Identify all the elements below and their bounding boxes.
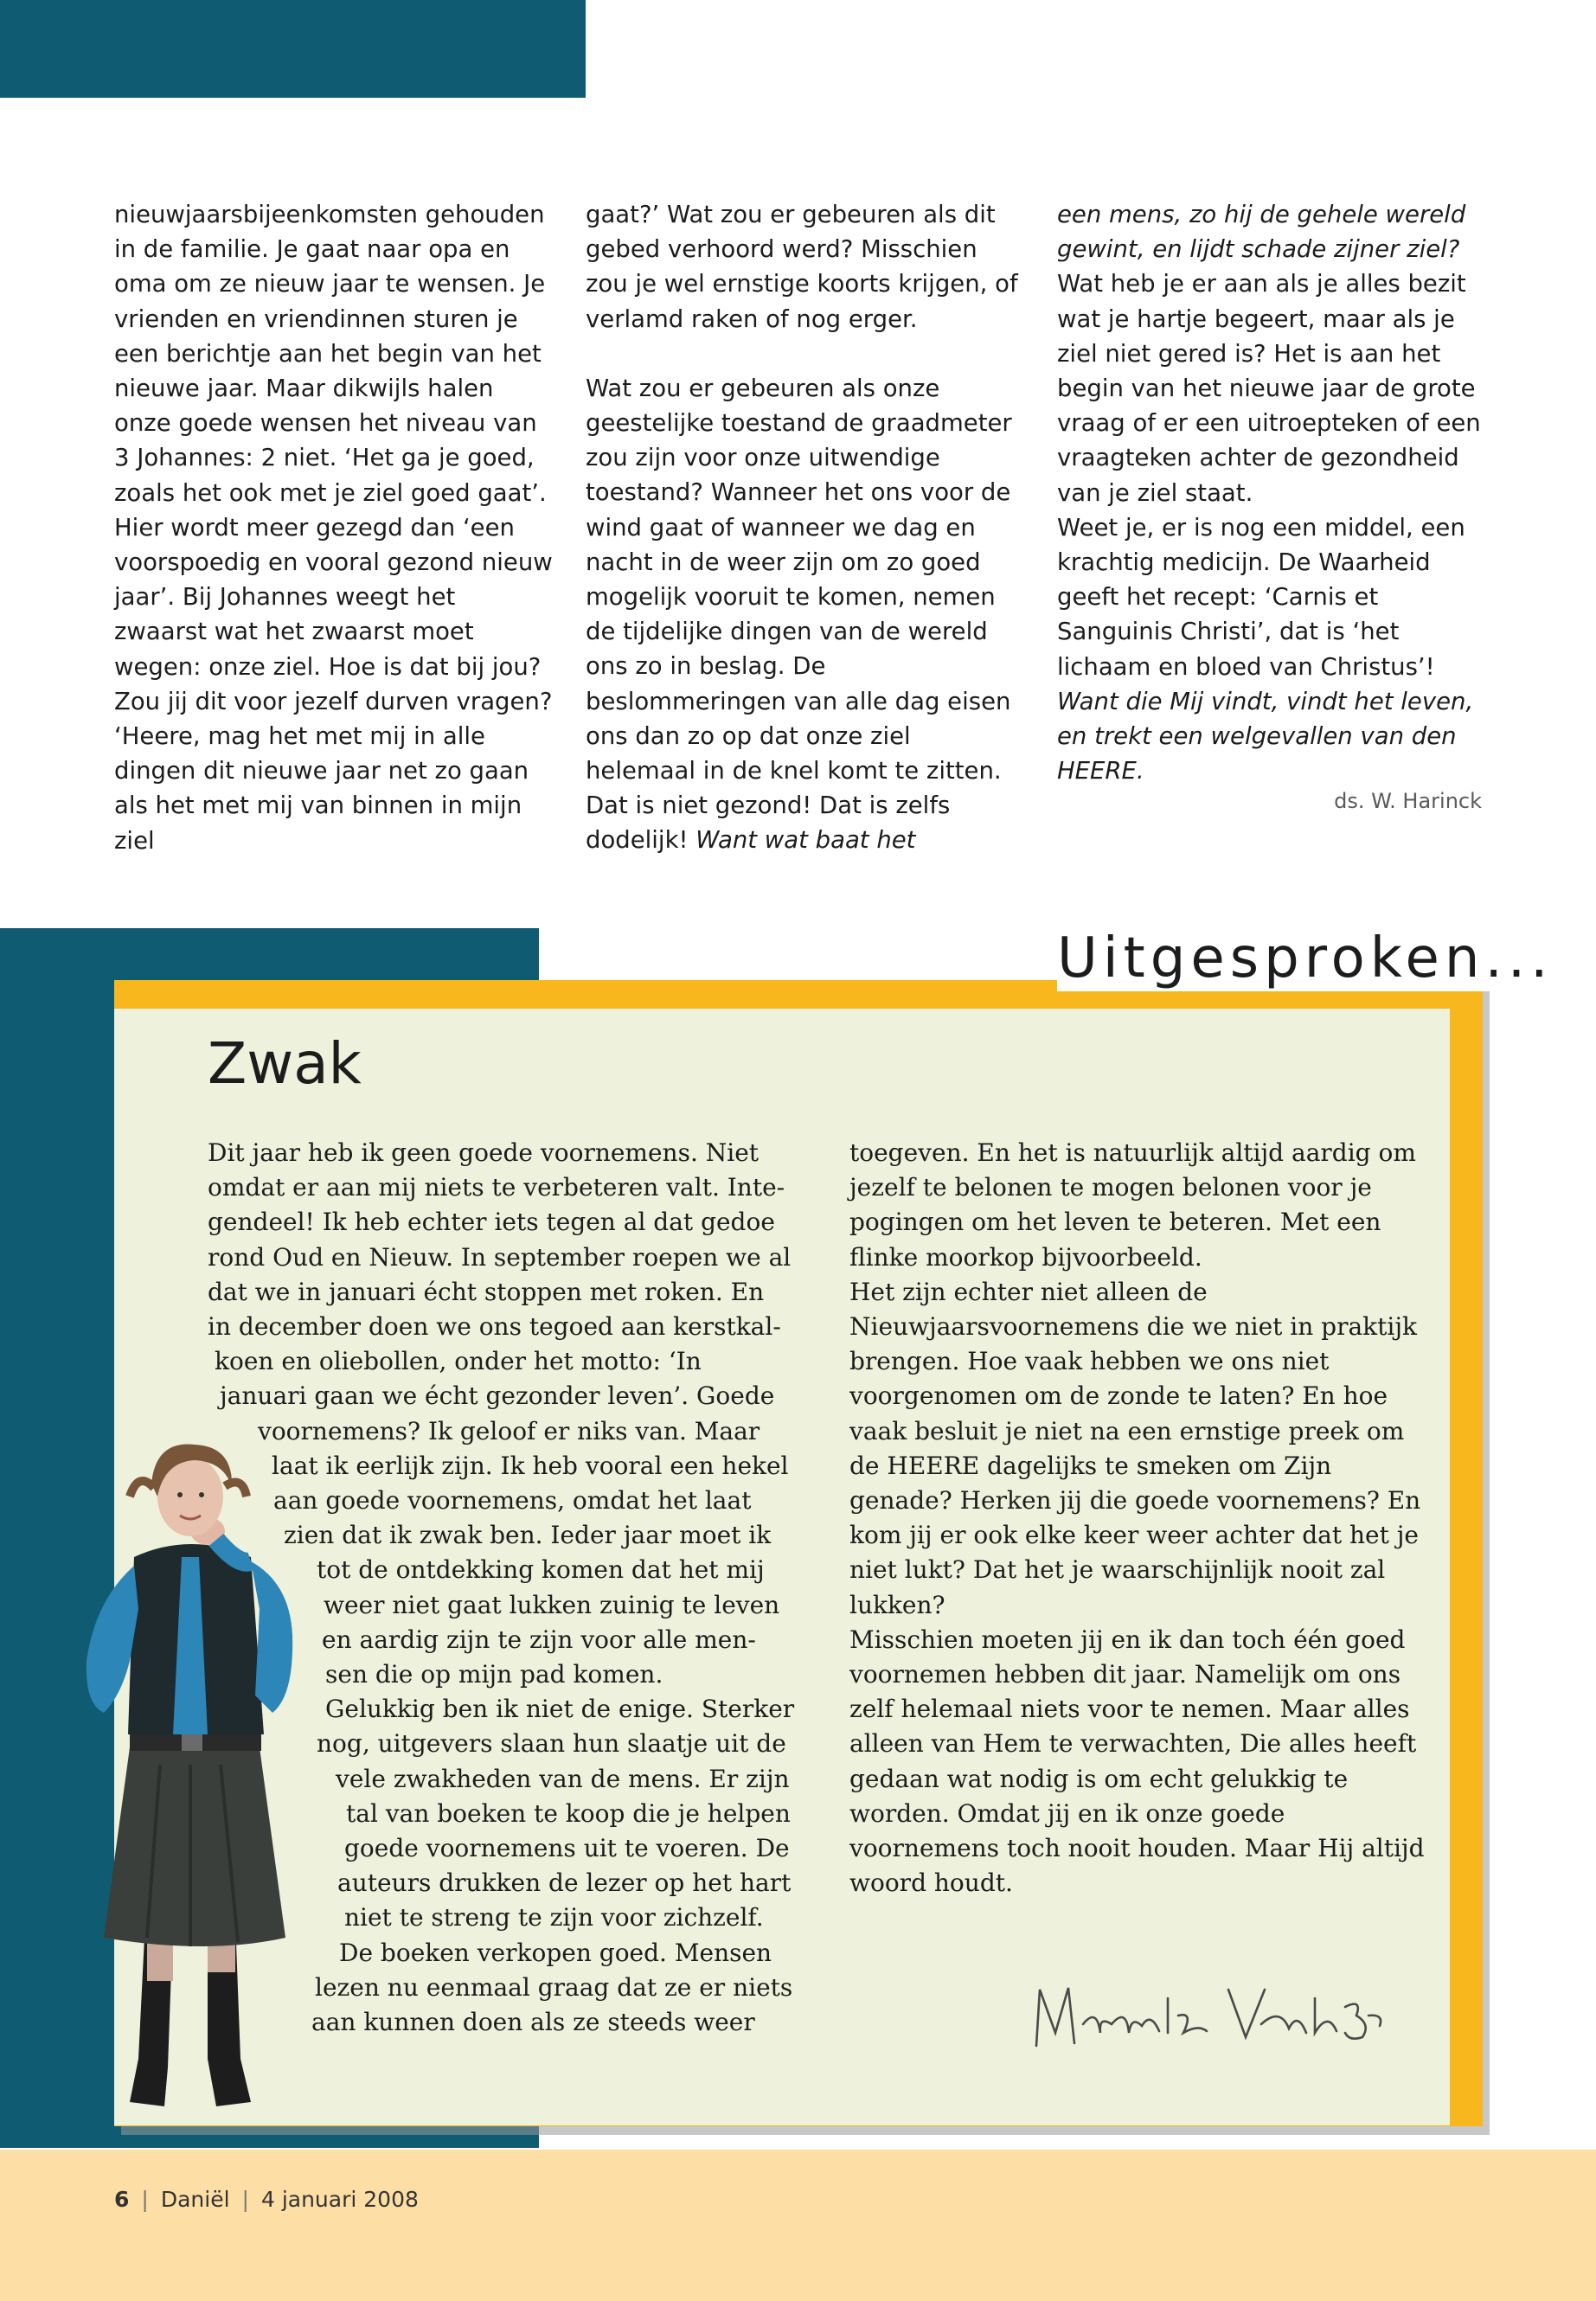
article-column-2 [586, 197, 1027, 858]
top-color-band [0, 0, 586, 98]
column-line: aan goede voornemens, omdat het laat [273, 1486, 752, 1516]
column-line: dat we in januari écht stoppen met roken. En [208, 1277, 765, 1306]
column-line: januari gaan we écht gezonder leven’. Goede [220, 1381, 775, 1411]
column-line: en aardig zijn te zijn voor alle men- [322, 1625, 756, 1654]
column-line: aan kunnen doen als ze steeds weer [311, 2008, 755, 2037]
handwritten-signature [1029, 1964, 1393, 2059]
article-paragraph: nieuwjaarsbijeenkomsten gehouden in de familie. Je gaat naar opa en oma om ze nieuw jaar te wensen. Je vrienden en vriendinnen sturen je een berichtje aan het begin van het nieuwe jaar. Maar dikwijls halen onze goede wensen het niveau van 3 Johannes: 2 niet. ‘Het ga je goed, zoals het ook met je ziel goed gaat’. Hier wordt meer gezegd dan ‘een voorspoedig en vooral gezond nieuw jaar’. Bij Johannes weegt het zwaarst wat het zwaarst moet wegen: onze ziel. Hoe is dat bij jou? Zou jij dit voor jezelf durven vragen? ‘Heere, mag het met mij in alle dingen dit nieuwe jaar net zo gaan als het met mij van binnen in mijn ziel [114, 201, 553, 855]
article-paragraph [586, 371, 1027, 858]
column-line: in december doen we ons tegoed aan kerstkal- [208, 1312, 781, 1342]
article-column-1 [114, 197, 555, 858]
author-signature: ds. W. Harinck [1334, 789, 1482, 813]
column-line: niet te streng te zijn voor zichzelf. [344, 1903, 764, 1932]
column-line: auteurs drukken de lezer op het hart [337, 1868, 792, 1898]
article-paragraph [1057, 510, 1498, 789]
column-line: voornemens? Ik geloof er niks van. Maar [258, 1416, 760, 1445]
column-line: zien dat ik zwak ben. Ieder jaar moet ik [284, 1521, 772, 1550]
bottom-color-band [0, 2150, 1596, 2301]
article-paragraph: Wat heb je er aan als je alles bezit wat je hartje begeert, maar als je ziel niet gered is? Het is aan het begin van het nieuwe jaar de grote vraag of er een uitroepteken of een vraagteken achter de gezondheid van je ziel staat. [1057, 270, 1481, 507]
column-line: De boeken verkopen goed. Mensen [339, 1938, 772, 1967]
column-line: sen die op mijn pad komen. [325, 1660, 663, 1689]
column-line: Gelukkig ben ik niet de enige. Sterker [325, 1695, 795, 1724]
scripture-quote: Want wat baat het [695, 826, 916, 855]
column-right-text [849, 1136, 1438, 1900]
scripture-quote: Want die Mij vindt, vindt het leven, en trekt een welgevallen van den HEERE. [1057, 687, 1474, 785]
column-line: omdat er aan mij niets te verbeteren valt. Inte- [208, 1173, 785, 1202]
article-text: Wat zou er gebeuren als onze geestelijke toestand de graadmeter zou zijn voor onze uitwendige toestand? Wanneer het ons voor de wind gaat of wanneer we dag en nacht in de weer zijn om zo goed mogelijk vooruit te komen, nemen de tijdelijke dingen van de wereld ons zo in beslag. De beslommeringen van alle dag eisen ons dan zo op dat onze ziel helemaal in de knel komt te zitten. Dat is niet gezond! Dat is zelfs dodelijk! [586, 374, 1012, 855]
section-heading: Uitgesproken... [1057, 926, 1557, 991]
column-line: weer niet gaat lukken zuinig te leven [324, 1590, 780, 1619]
column-line: tal van boeken te koop die je helpen [346, 1798, 791, 1828]
column-paragraph: Het zijn echter niet alleen de Nieuwjaarsvoornemens die we niet in praktijk brengen. Hoe vaak hebben we ons niet voorgenomen om de zonde te laten? En hoe vaak besluit je niet na een ernstige preek om de HEERE dagelijks te smeken om Zijn genade? Herken jij die goede voornemens? En kom jij er ook elke keer weer achter dat het je niet lukt? Dat het je waarschijnlijk nooit zal lukken? [849, 1277, 1421, 1619]
magazine-name: Daniël [160, 2187, 230, 2212]
page-footer: 6 | Daniël | 4 januari 2008 [114, 2187, 419, 2212]
column-line: Dit jaar heb ik geen goede voornemens. Niet [208, 1138, 760, 1167]
author-photo [78, 1436, 311, 2119]
column-paragraph: toegeven. En het is natuurlijk altijd aardig om jezelf te belonen te mogen belonen voor je pogingen om het leven te beteren. Met een flinke moorkop bijvoorbeeld. [849, 1138, 1416, 1272]
column-line: rond Oud en Nieuw. In september roepen we al [208, 1242, 792, 1272]
column-line: gendeel! Ik heb echter iets tegen al dat gedoe [208, 1208, 775, 1237]
column-line: lezen nu eenmaal graag dat ze er niets [315, 1972, 793, 2002]
issue-date: 4 januari 2008 [260, 2187, 419, 2212]
column-line: goede voornemens uit te voeren. De [344, 1834, 790, 1863]
article-column-3 [1057, 197, 1498, 788]
column-line: vele zwakheden van de mens. Er zijn [336, 1764, 790, 1793]
column-line: koen en oliebollen, onder het motto: ‘In [215, 1347, 702, 1376]
article-paragraph: gaat?’ Wat zou er gebeuren als dit gebed verhoord werd? Misschien zou je wel ernstige koorts krijgen, of verlamd raken of nog erger. [586, 201, 1018, 333]
column-line: nog, uitgevers slaan hun slaatje uit de [317, 1729, 786, 1759]
column-title: Zwak [208, 1030, 362, 1097]
column-line: tot de ontdekking komen dat het mij [317, 1555, 765, 1585]
scripture-quote: een mens, zo hij de gehele wereld gewint, en lijdt schade zijner ziel? [1057, 201, 1466, 264]
column-paragraph: Misschien moeten jij en ik dan toch één goed voornemen hebben dit jaar. Namelijk om ons zelf helemaal niets voor te nemen. Maar alles alleen van Hem te verwachten, Die alles heeft gedaan wat nodig is om echt gelukkig te worden. Omdat jij en ik onze goede voornemens toch nooit houden. Maar Hij altijd woord houdt. [849, 1625, 1425, 1898]
article-text: Weet je, er is nog een middel, een krachtig medicijn. De Waarheid geeft het recept: ‘Carnis et Sanguinis Christi’, dat is ‘het lichaam en bloed van Christus’! [1057, 513, 1465, 681]
page-number: 6 [114, 2187, 130, 2212]
column-line: laat ik eerlijk zijn. Ik heb vooral een hekel [272, 1451, 789, 1480]
